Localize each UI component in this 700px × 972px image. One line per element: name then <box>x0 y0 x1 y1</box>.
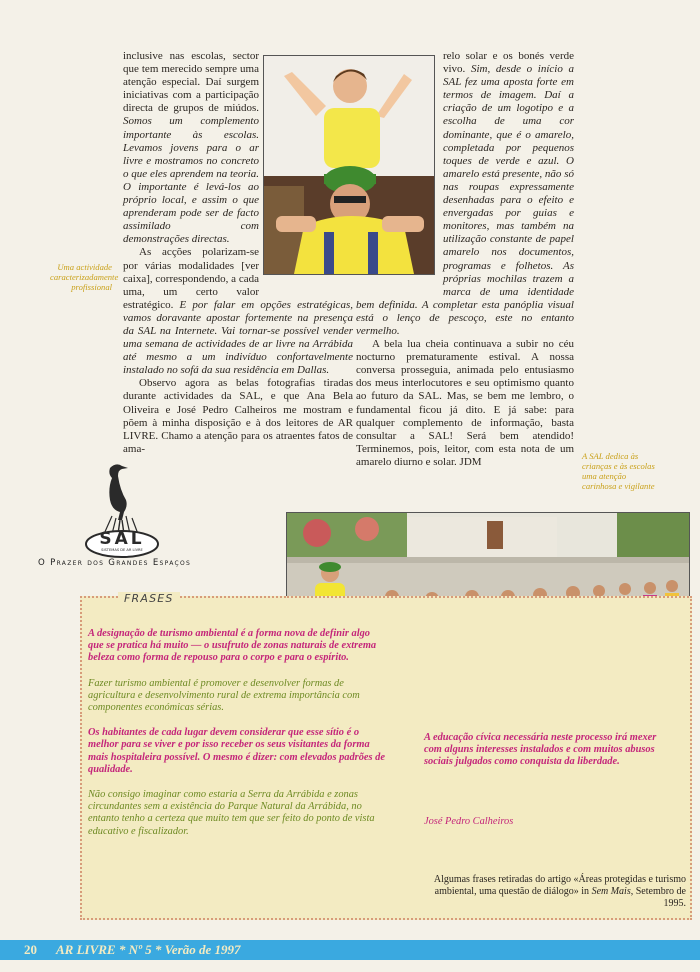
article-paragraph <box>123 377 353 456</box>
frases-source <box>424 874 686 910</box>
frases-title: FRASES <box>118 592 180 605</box>
frases-source-suffix: , Setembro de 1995. <box>630 886 686 909</box>
frase-item: Não consigo imaginar como estaria a Serra da Arrábida e zonas circundantes sem a existência do Parque Natural da Arrábida, no entanto tenho a certeza que muito tem que ser feito do ponto de vista educativo e fiscalizador. <box>88 789 375 837</box>
article-run: As acções polarizam-se por várias modalidades [ver caixa], correspondendo, a cada uma, um certo valor estratégico. <box>123 246 259 311</box>
frases-list <box>88 628 388 851</box>
sal-logo-small-text: SISTEMAS DE AR LIVRE <box>101 548 143 552</box>
article-italic-run: Somos um complemento importante às escolas. Levamos jovens para o ar livre e mostramos no concreto o que eles aprendem na teoria. O importante é levá-los ao próprio local, e assim o que aprenderam pode ser de facto assimilado com demonstrações directas. <box>123 115 259 246</box>
article-run: A bela lua cheia continuava a subir no céu nocturno prematuramente estival. A nossa conversa prosseguia, animada pelo entusiasmo dos meus interlocutores e seu optimismo quanto ao futuro da SAL. Mas, se bem me lembro, o fundamental ficou já dito. E já sabe: para qualquer complemento de informação, basta consultar a SAL! Será bem atendido! Terminemos, pois, leitor, com esta nota de um amarelo diurno e solar. JDM <box>356 338 574 468</box>
caption-left: Uma actividade caracterizadamente profissional <box>50 262 119 292</box>
caption-right: A SAL dedica às crianças e às escolas uma atenção carinhosa e vigilante <box>582 451 655 491</box>
article-run: Observo agora as belas fotografias tiradas durante actividades da SAL, e que Ana Bela Oliveira e José Pedro Calheiros me mostram e põem à minha disposição e à dos leitores de AR LIVRE. Chamo a atenção para os atraentes fatos de ama- <box>123 377 353 455</box>
article-run: inclusive nas escolas, sector que tem merecido sempre uma atenção especial. Daí surgem iniciativas com a participação directa de grupos de miúdos. <box>123 50 259 115</box>
frases-right-quote: A educação cívica necessária neste processo irá mexer com alguns interesses instalados e com muitos abusos sociais julgados como conquista da liberdade. <box>424 732 657 768</box>
frases-author: José Pedro Calheiros <box>424 816 514 827</box>
frases-source-pub: Sem Mais <box>591 886 631 897</box>
sal-logo-letters: SAL <box>99 529 145 549</box>
frase-item: A designação de turismo ambiental é a forma nova de definir algo que se pratica há muito — o usufruto de zonas naturais de extrema beleza como forma de repouso para o corpo e para o espírito. <box>88 628 377 664</box>
article-run: relo solar e os bonés verde vivo. <box>443 50 574 76</box>
article-italic-run: Sim, desde o início a SAL fez uma aposta forte em termos de imagem. Daí a criação de um logotipo e a escolha de uma cor dominante, que é o amarelo, completada por pequenos toques de verde e azul. O amarelo está presente, não só nas roupas expressamente desenhadas para o efeito e envergadas por guias e monitores, mas também na utilização constante de papel amarelo nos documentos, programas e folhetos. As próprias mochilas trazem a marca de uma identidade bem definida. A completar esta panóplia visual está o lenço de pescoço, este no entanto vermelho. <box>356 63 574 337</box>
logo-tagline: O Prazer dos Grandes Espaços <box>38 558 192 568</box>
article-paragraph <box>356 338 574 469</box>
magazine-footer: AR LIVRE * Nº 5 * Verão de 1997 <box>56 942 241 957</box>
page-number: 20 <box>24 942 37 957</box>
photo-boy-on-shoulders <box>263 55 435 275</box>
frase-item: Fazer turismo ambiental é promover e desenvolver formas de agricultura e desenvolvimento rural de extrema importância com componentes económicas sérias. <box>88 677 360 714</box>
article-italic-run: E por falar em opções estratégicas, vamos doravante apostar fortemente na presença da SAL na Internete. Vai tornar-se possível vender uma semana de actividades de ar livre na Arrábida até mesmo a um indivíduo confortavelmente instalado no sofá da sua residência em Dallas. <box>123 298 353 377</box>
frase-item: Os habitantes de cada lugar devem considerar que esse sítio é o melhor para se viver e por isso receber os seus visitantes da forma mais hospitaleira possível. O mesmo é dizer: com elevados padrões de qualidade. <box>88 727 385 775</box>
sal-logo <box>82 460 162 560</box>
frases-source-prefix: Algumas frases retiradas do artigo «Áreas protegidas e turismo ambiental, uma questão de diálogo» in <box>433 874 686 897</box>
